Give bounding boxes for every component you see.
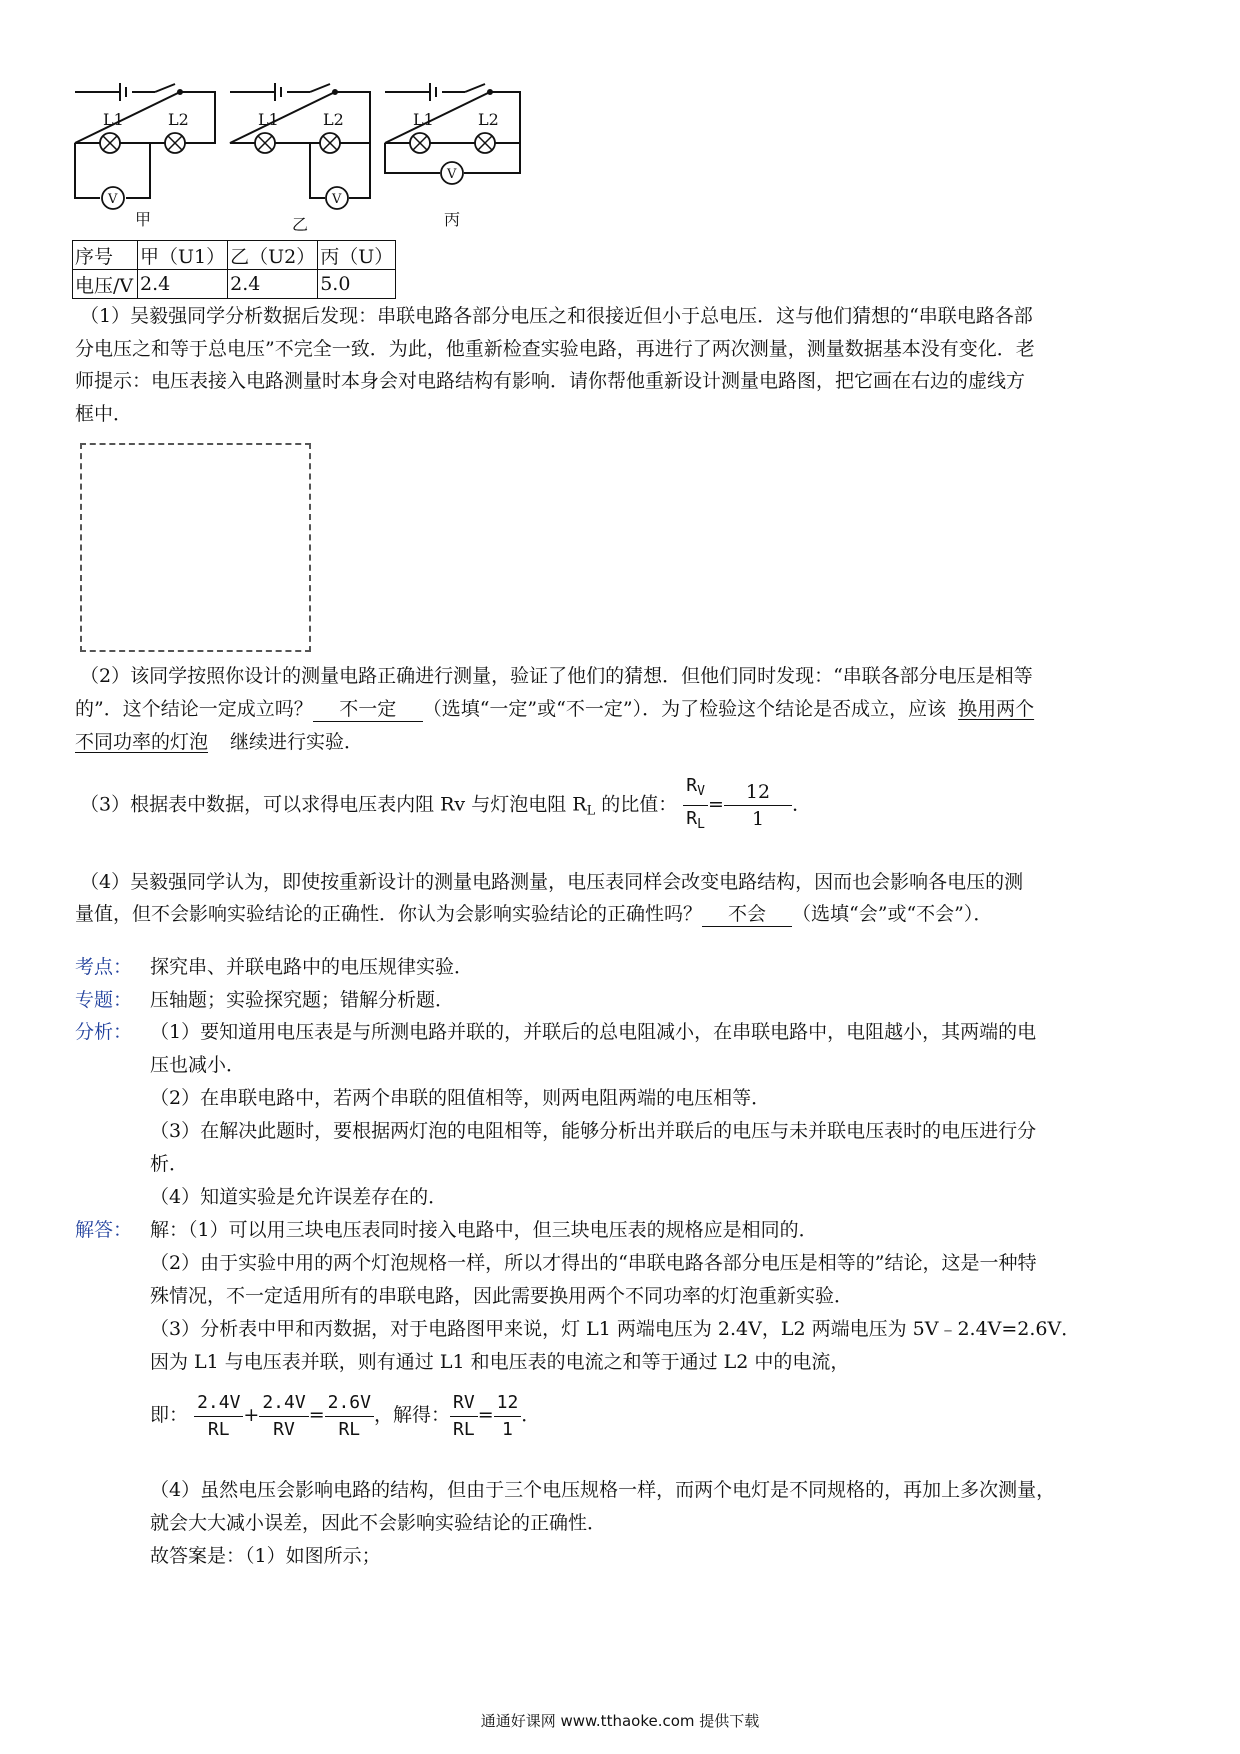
frac-num-sub: V (697, 784, 705, 799)
eq-den: RV (273, 1418, 295, 1440)
q2-answer-1: 不一定 (313, 697, 423, 722)
eq-num: 2.4V (259, 1390, 308, 1417)
eq-num: 2.4V (194, 1390, 243, 1417)
label-kaodian: 考点： (75, 956, 133, 978)
q4-answer: 不会 (702, 902, 792, 927)
eq-den: 1 (502, 1418, 513, 1440)
label-l2: L2 (478, 110, 499, 129)
circuit-yi (230, 83, 370, 198)
q2-text: 的”．这个结论一定成立吗？ (75, 698, 313, 720)
lamp-l2-icon (475, 133, 495, 153)
jieda-line: （3）分析表中甲和丙数据，对于电路图甲来说，灯 L1 两端电压为 2.4V，L2 两端电压为 5V﹣2.4V=2.6V． (150, 1318, 1081, 1340)
table-row (73, 270, 396, 299)
fenxi-line: （4）知道实验是允许误差存在的． (150, 1186, 448, 1208)
q3-sub: L (586, 803, 596, 819)
label-l2: L2 (168, 110, 189, 129)
table-cell: 甲（U1） (138, 241, 228, 270)
q3-text: （3）根据表中数据，可以求得电压表内阻 Rv 与灯泡电阻 R (80, 793, 587, 816)
fenxi-line: （3）在解决此题时，要根据两灯泡的电阻相等，能够分析出并联后的电压与未并联电压表时的电压进行分 (150, 1120, 1037, 1142)
jieda-line: （2）由于实验中用的两个灯泡规格一样，所以才得出的“串联电路各部分电压是相等的”结论，这是一种特 (150, 1252, 1037, 1274)
caption-yi: 乙 (292, 215, 309, 234)
q3-end: ． (792, 793, 812, 816)
table-cell: 乙（U2） (228, 241, 318, 270)
eq-fraction (494, 1390, 522, 1443)
eq-op: = (477, 1404, 494, 1426)
table-cell: 序号 (73, 241, 138, 270)
eq-end: ． (521, 1404, 541, 1426)
q1-line: 分电压之和等于总电压”不完全一致．为此，他重新检查实验电路，再进行了两次测量，测量数据基本没有变化．老 (75, 338, 1035, 360)
table-row (73, 241, 396, 270)
table-cell: 5.0 (318, 270, 396, 299)
answer-den: 1 (751, 808, 765, 830)
page-footer: 通通好课网 www.tthaoke.com 提供下载 (480, 1712, 760, 1730)
q4-line: （4）吴毅强同学认为，即使按重新设计的测量电路测量，电压表同样会改变电路结构，因而也会影响各电压的测 (80, 871, 1024, 893)
fenxi-line: （1）要知道用电压表是与所测电路并联的，并联后的总电阻减小，在串联电路中，电阻越小，其两端的电 (150, 1021, 1037, 1043)
caption-bing: 丙 (444, 210, 461, 229)
eq-num: 12 (494, 1390, 522, 1417)
lamp-l1-icon (410, 133, 430, 153)
caption-jia: 甲 (135, 210, 152, 229)
answer-drawing-box[interactable] (80, 443, 311, 652)
lamp-l2-icon (320, 133, 340, 153)
q3-fraction (683, 773, 708, 838)
jieda-line: 故答案是：（1）如图所示； (150, 1545, 381, 1567)
label-l1: L1 (413, 110, 434, 129)
label-jieda: 解答： (75, 1219, 133, 1241)
eq-mid: ，解得： (373, 1404, 450, 1426)
label-fenxi: 分析： (75, 1021, 133, 1043)
jieda-line: 因为 L1 与电压表并联，则有通过 L1 和电压表的电流之和等于通过 L2 中的电流， (150, 1351, 850, 1373)
eq-num: RV (450, 1390, 478, 1417)
q1-line: （1）吴毅强同学分析数据后发现：串联电路各部分电压之和很接近但小于总电压．这与他们猜想的“串联电路各部 (80, 305, 1033, 327)
jieda-line: 就会大大减小误差，因此不会影响实验结论的正确性． (150, 1512, 607, 1534)
jieda-line: 解：（1）可以用三块电压表同时接入电路中，但三块电压表的规格应是相同的． (150, 1219, 818, 1241)
eq-fraction (450, 1390, 478, 1443)
label-v: V (332, 192, 342, 207)
frac-den: R (686, 808, 698, 829)
eq-fraction (259, 1390, 308, 1443)
eq-pre: 即： (150, 1404, 189, 1426)
eq-op: = (308, 1404, 325, 1426)
q4-line (75, 900, 992, 928)
q2-line: （2）该同学按照你设计的测量电路正确进行测量，验证了他们的猜想．但他们同时发现：“串联各部分电压是相等 (80, 665, 1033, 687)
table-cell: 2.4 (228, 270, 318, 299)
table-cell: 2.4 (138, 270, 228, 299)
jieda-line: （4）虽然电压会影响电路的结构，但由于三个电压规格一样，而两个电灯是不同规格的，再加上多次测量， (150, 1479, 1056, 1501)
q3-answer (724, 779, 792, 832)
q4-text: 量值，但不会影响实验结论的正确性．你认为会影响实验结论的正确性吗？ (75, 903, 703, 925)
eq-fraction (194, 1390, 243, 1443)
table-cell: 电压/V (73, 270, 138, 299)
eq-num: 2.6V (325, 1390, 374, 1417)
answer-num: 12 (724, 779, 792, 806)
kaodian-text: 探究串、并联电路中的电压规律实验． (150, 956, 474, 978)
eq-den: RL (207, 1418, 230, 1440)
eq-den: RL (453, 1418, 475, 1440)
eq-fraction (325, 1390, 374, 1443)
solution-equation (150, 1385, 540, 1445)
zhuanti-text: 压轴题；实验探究题；错解分析题． (150, 989, 455, 1011)
voltage-table (72, 240, 396, 299)
eq-op: + (243, 1404, 260, 1426)
q1-line: 框中． (75, 403, 133, 425)
label-zhuanti: 专题： (75, 989, 133, 1011)
table-cell: 丙（U） (318, 241, 396, 270)
q2-text: 继续进行实验． (230, 731, 364, 753)
label-v: V (447, 167, 457, 182)
lamp-l1-icon (100, 133, 120, 153)
q2-text: （选填“一定”或“不一定”）．为了检验这个结论是否成立，应该 (422, 698, 947, 720)
label-l1: L1 (103, 110, 124, 129)
lamp-l1-icon (255, 133, 275, 153)
circuit-jia (75, 83, 215, 198)
q4-text: （选填“会”或“不会”）． (792, 903, 993, 925)
question-3: （3）根据表中数据，可以求得电压表内阻 Rv 与灯泡电阻 $R_L$ 的比值： $\frac{R_V}{R_L}$ = $\frac{12}{1}$ ． (80, 773, 811, 842)
label-v: V (108, 192, 118, 207)
lamp-l2-icon (165, 133, 185, 153)
label-l2: L2 (323, 110, 344, 129)
eq-den: RL (338, 1418, 361, 1440)
frac-den-sub: L (697, 817, 705, 832)
circuit-diagrams (70, 75, 590, 240)
frac-num: R (686, 775, 698, 796)
fenxi-line: 析． (150, 1153, 189, 1175)
q2-answer-2b: 不同功率的灯泡 (75, 731, 209, 753)
q2-line (75, 728, 363, 756)
circuit-bing (385, 83, 520, 173)
q1-line: 师提示：电压表接入电路测量时本身会对电路结构有影响．请你帮他重新设计测量电路图，把它画在右边的虚线方 (75, 370, 1026, 392)
fenxi-line: 压也减小． (150, 1054, 246, 1076)
label-l1: L1 (258, 110, 279, 129)
q2-line (75, 695, 1034, 723)
fenxi-line: （2）在串联电路中，若两个串联的阻值相等，则两电阻两端的电压相等． (150, 1087, 771, 1109)
jieda-line: 殊情况，不一定适用所有的串联电路，因此需要换用两个不同功率的灯泡重新实验． (150, 1285, 854, 1307)
q3-text: 的比值： (595, 793, 678, 816)
q2-answer-2a: 换用两个 (958, 698, 1035, 720)
